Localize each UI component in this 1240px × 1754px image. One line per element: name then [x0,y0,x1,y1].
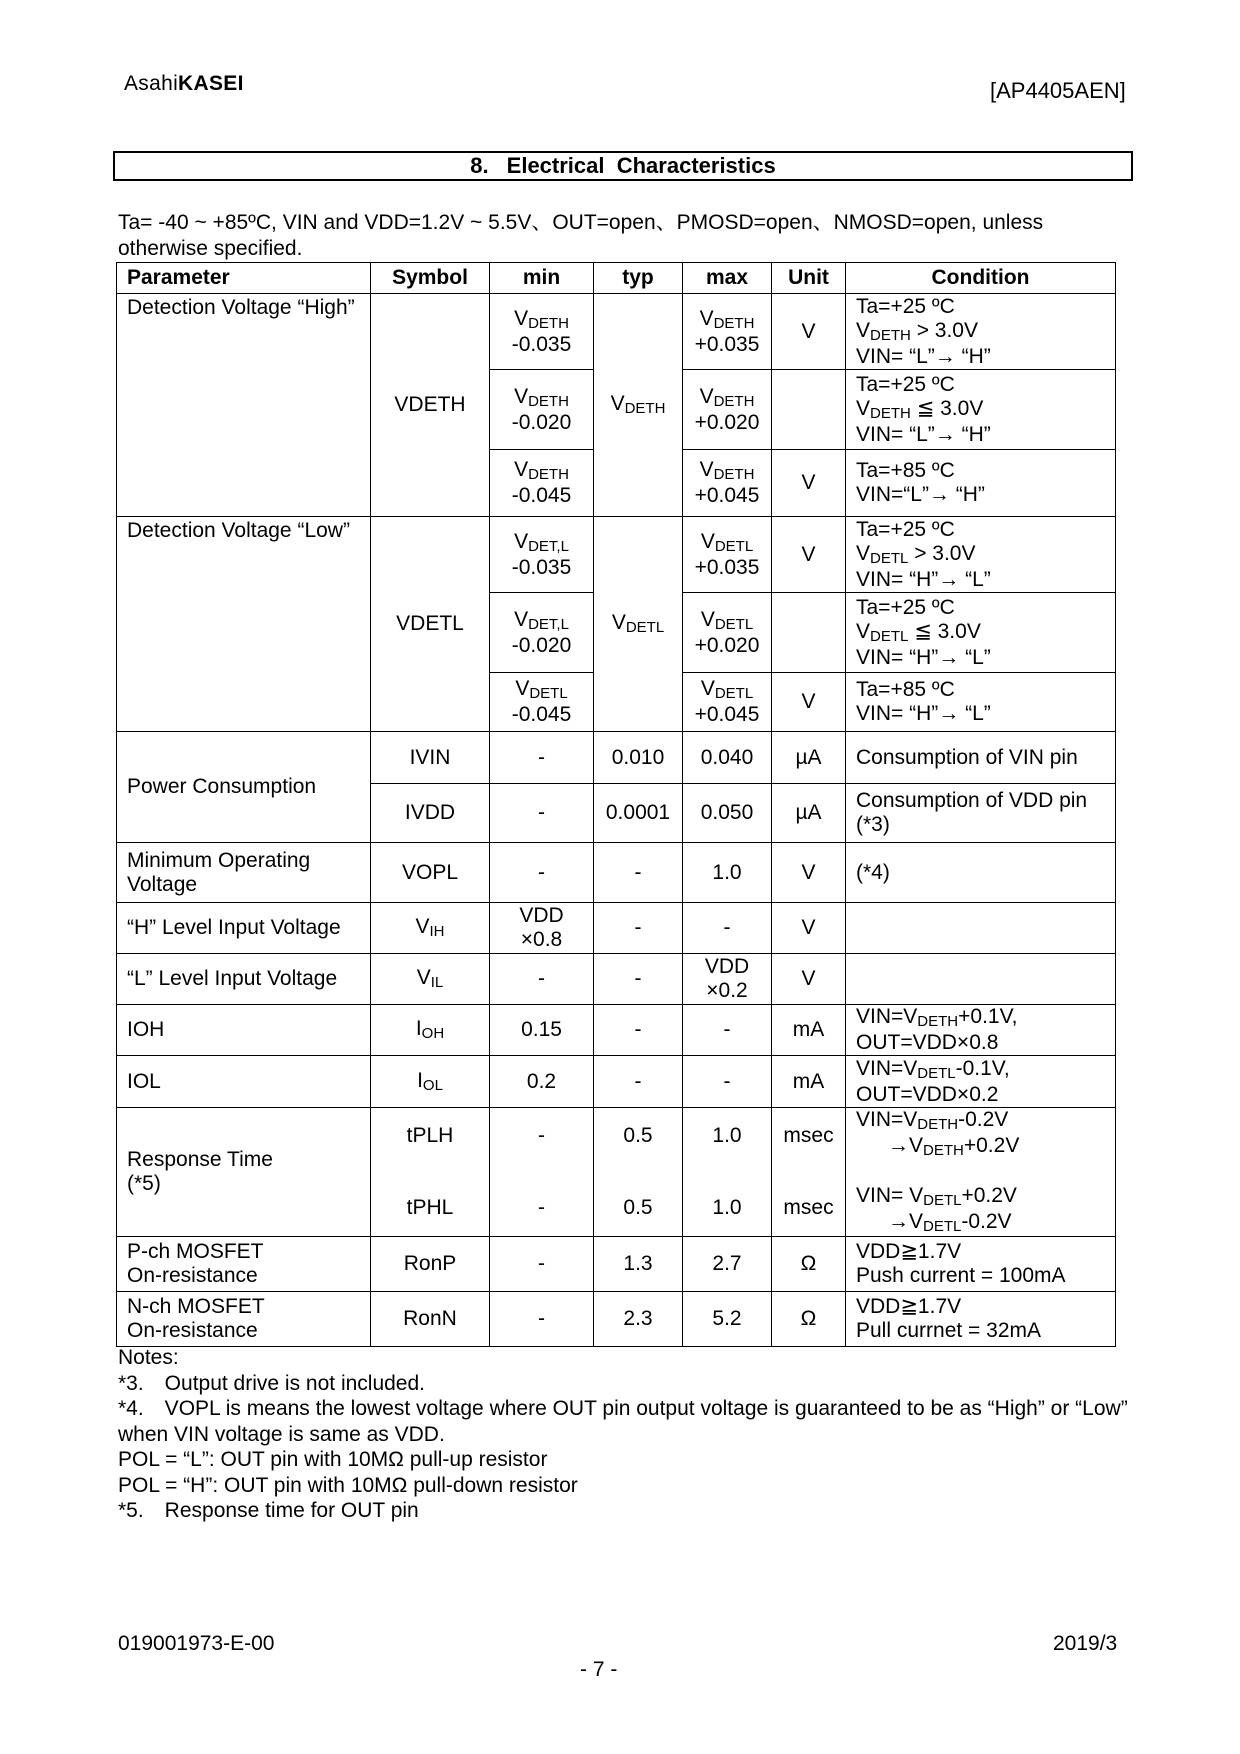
typ-vdeth: $V_{DETH}$ [594,294,683,517]
table-row [117,294,1116,370]
param-l-level-input: “L” Level Input Voltage [117,954,371,1005]
table-row [117,1108,1116,1237]
symbol-vdetl: VDETL [371,517,490,732]
max-cell: - [683,1056,772,1108]
unit-cell: V [772,294,846,370]
condition-cell: Ta=+85 ºC VIN= “H”→ “L” [846,673,1116,732]
unit-cell: µA [772,732,846,784]
param-power-consumption: Power Consumption [117,732,371,843]
typ-cell: 2.3 [594,1292,683,1347]
unit-cell: mA [772,1056,846,1108]
condition-cell: $VIN=V_{DETH}-0.2V$ $\to V_{DETH}+0.2V$ $VIN= V_{DETL}+0.2V$ $\to V_{DETL}-0.2V$ [846,1108,1116,1237]
min-cell: - [490,843,594,903]
note-5: *5. Response time for OUT pin [118,1499,419,1522]
table-row [117,517,1116,593]
section-title-box [113,151,1133,181]
section-title: Electrical Characteristics [506,153,776,178]
typ-cell: 1.3 [594,1237,683,1292]
table-row [117,1056,1116,1108]
param-iol: IOL [117,1056,371,1108]
unit-cell: V [772,673,846,732]
note-pol-l: POL = “L”: OUT pin with 10MΩ pull-up resistor [118,1448,548,1471]
condition-cell: $VIN=V_{DETH}+0.1V$, OUT=VDD×0.8 [846,1005,1116,1056]
electrical-characteristics-table [116,262,1116,1347]
notes-heading: Notes: [118,1346,179,1369]
symbol-cell: RonN [371,1292,490,1347]
section-number: 8. [470,153,489,178]
typ-cell: - [594,954,683,1005]
header-unit: Unit [772,263,846,294]
unit-cell [772,593,846,673]
max-cell: $V_{DETH}$ +0.020 [683,370,772,450]
max-cell: 5.2 [683,1292,772,1347]
param-detection-low: Detection Voltage “Low” [117,517,371,732]
document-id: [AP4405AEN] [990,78,1126,103]
note-4: *4. VOPL is means the lowest voltage where OUT pin output voltage is guaranteed to be as “High” or “Low” when VIN voltage is same as VDD. [118,1397,1128,1446]
note-3: *3. Output drive is not included. [118,1371,426,1395]
max-cell: $V_{DETL}$ +0.045 [683,673,772,732]
test-conditions: Ta= -40 ~ +85ºC, VIN and VDD=1.2V ~ 5.5V、OUT=open、PMOSD=open、NMOSD=open, unless otherwise specified. [118,211,1044,260]
param-ioh: IOH [117,1005,371,1056]
min-cell: $V_{DET,L}$ -0.020 [490,593,594,673]
table-row [117,732,1116,784]
table-row [117,903,1116,954]
min-cell: - [490,1292,594,1347]
typ-cell: 0.010 [594,732,683,784]
condition-cell: Consumption of VDD pin (*3) [846,784,1116,843]
symbol-vdeth: VDETH [371,294,490,517]
condition-cell: (*4) [846,843,1116,903]
condition-cell: Ta=+25 ºC $V_{DETL}$ ≦ 3.0V VIN= “H”→ “L” [846,593,1116,673]
min-cell: $V_{DETH}$ -0.035 [490,294,594,370]
unit-cell: V [772,450,846,517]
unit-cell: µA [772,784,846,843]
min-cell: 0.15 [490,1005,594,1056]
unit-cell: V [772,843,846,903]
typ-cell: 0.5 0.5 [594,1108,683,1237]
typ-cell: - [594,1056,683,1108]
logo-text-light: Asahi [124,72,179,95]
min-cell: $V_{DETH}$ -0.020 [490,370,594,450]
header-min: min [490,263,594,294]
unit-cell: V [772,903,846,954]
notes-block [118,1345,1128,1524]
min-cell: - [490,732,594,784]
table-row [117,954,1116,1005]
condition-cell: Ta=+25 ºC $V_{DETL} > 3.0V$ VIN= “H”→ “L” [846,517,1116,593]
symbol-cell: $V_{IL}$ [371,954,490,1005]
note-pol-h: POL = “H”: OUT pin with 10MΩ pull-down resistor [118,1473,578,1497]
symbol-cell: IVIN [371,732,490,784]
table-header-row [117,263,1116,294]
header-max: max [683,263,772,294]
min-cell: $V_{DETL}$ -0.045 [490,673,594,732]
min-cell: - [490,1237,594,1292]
condition-cell: Consumption of VIN pin [846,732,1116,784]
unit-cell: msec msec [772,1108,846,1237]
max-cell: - [683,903,772,954]
page-number: - 7 - [580,1658,618,1681]
typ-cell: 0.0001 [594,784,683,843]
header-typ: typ [594,263,683,294]
max-cell: VDD ×0.2 [683,954,772,1005]
param-nch-mosfet: N-ch MOSFET On-resistance [117,1292,371,1347]
condition-cell: $VIN=V_{DETL}-0.1V$, OUT=VDD×0.2 [846,1056,1116,1108]
condition-cell: VDD≧1.7V Pull currnet = 32mA [846,1292,1116,1347]
unit-cell: Ω [772,1292,846,1347]
condition-cell [846,903,1116,954]
footer-date: 2019/3 [1053,1632,1118,1655]
param-min-operating-voltage: Minimum Operating Voltage [117,843,371,903]
min-cell: 0.2 [490,1056,594,1108]
max-cell: $V_{DETL}$ +0.035 [683,517,772,593]
condition-cell: Ta=+25 ºC $V_{DETH} > 3.0V$ VIN= “L”→ “H” [846,294,1116,370]
company-logo [124,72,244,96]
param-h-level-input: “H” Level Input Voltage [117,903,371,954]
param-pch-mosfet: P-ch MOSFET On-resistance [117,1237,371,1292]
typ-cell: - [594,843,683,903]
param-response-time: Response Time (*5) [117,1108,371,1237]
condition-cell [846,954,1116,1005]
typ-vdetl: $V_{DETL}$ [594,517,683,732]
unit-cell [772,370,846,450]
max-cell: - [683,1005,772,1056]
min-cell: $V_{DETH}$ -0.045 [490,450,594,517]
header-parameter: Parameter [117,263,371,294]
table-row [117,1292,1116,1347]
max-cell: $V_{DETL}$ +0.020 [683,593,772,673]
condition-cell: Ta=+85 ºC VIN=“L”→ “H” [846,450,1116,517]
min-cell: $V_{DET,L}$ -0.035 [490,517,594,593]
symbol-cell: RonP [371,1237,490,1292]
max-cell: $V_{DETH}$ +0.045 [683,450,772,517]
logo-text-bold: KASEI [178,72,244,95]
min-cell: - - [490,1108,594,1237]
condition-cell: Ta=+25 ºC $V_{DETH}$ ≦ 3.0V VIN= “L”→ “H” [846,370,1116,450]
unit-cell: V [772,517,846,593]
symbol-cell: tPLH tPHL [371,1108,490,1237]
unit-cell: Ω [772,1237,846,1292]
min-cell: VDD ×0.8 [490,903,594,954]
max-cell: 1.0 [683,843,772,903]
typ-cell: - [594,1005,683,1056]
max-cell: 0.040 [683,732,772,784]
table-row [117,843,1116,903]
header-symbol: Symbol [371,263,490,294]
max-cell: 2.7 [683,1237,772,1292]
min-cell: - [490,954,594,1005]
max-cell: 1.0 1.0 [683,1108,772,1237]
symbol-cell: $V_{IH}$ [371,903,490,954]
unit-cell: V [772,954,846,1005]
unit-cell: mA [772,1005,846,1056]
symbol-cell: $I_{OL}$ [371,1056,490,1108]
header-condition: Condition [846,263,1116,294]
symbol-cell: $I_{OH}$ [371,1005,490,1056]
param-detection-high: Detection Voltage “High” [117,294,371,517]
table-row [117,1005,1116,1056]
symbol-cell: VOPL [371,843,490,903]
table-row [117,1237,1116,1292]
condition-cell: VDD≧1.7V Push current = 100mA [846,1237,1116,1292]
symbol-cell: IVDD [371,784,490,843]
min-cell: - [490,784,594,843]
typ-cell: - [594,903,683,954]
footer-doc-code: 019001973-E-00 [118,1632,275,1655]
max-cell: $V_{DETH}$ +0.035 [683,294,772,370]
max-cell: 0.050 [683,784,772,843]
